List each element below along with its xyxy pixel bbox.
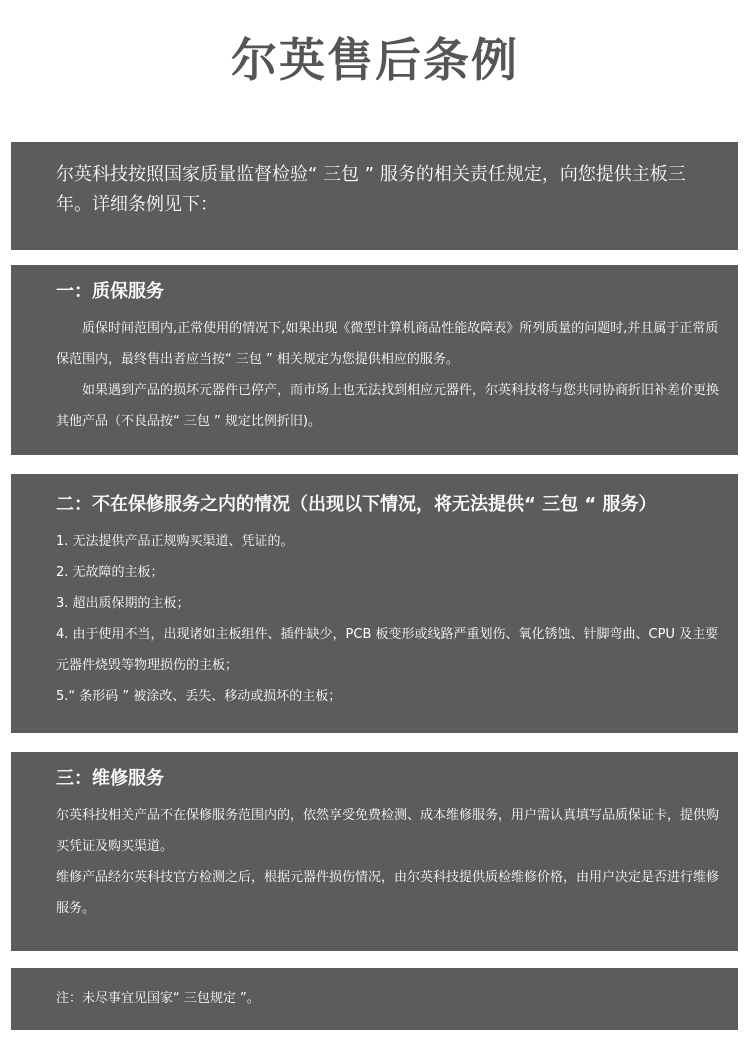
warranty-paragraph: 如果遇到产品的损坏元器件已停产，而市场上也无法找到相应元器件，尔英科技将与您共同协商折旧补差价更换其他产品（不良品按“ 三包 ” 规定比例折旧)。 — [56, 383, 720, 429]
repair-service-section — [11, 752, 738, 951]
repair-paragraph: 维修产品经尔英科技官方检测之后，根据元器件损伤情况，由尔英科技提供质检维修价格，由用户决定是否进行维修服务。 — [56, 870, 720, 916]
section-heading-repair: 三：维修服务 — [56, 768, 164, 789]
section-heading-exclusions: 二：不在保修服务之内的情况（出现以下情况，将无法提供“ 三包 “ 服务） — [56, 494, 657, 515]
intro-panel — [11, 142, 738, 250]
exclusions-section — [11, 474, 738, 733]
exclusion-item: 1. 无法提供产品正规购买渠道、凭证的。 — [56, 534, 294, 549]
exclusion-item: 2. 无故障的主板； — [56, 565, 164, 580]
exclusion-item: 5.“ 条形码 ” 被涂改、丢失、移动或损坏的主板； — [56, 689, 342, 704]
warranty-paragraph: 质保时间范围内,正常使用的情况下,如果出现《微型计算机商品性能故障表》所列质量的问题时,并且属于正常质保范围内，最终售出者应当按“ 三包 ” 相关规定为您提供相应的服务。 — [56, 321, 719, 367]
exclusion-item: 3. 超出质保期的主板； — [56, 596, 190, 611]
exclusion-item: 4. 由于使用不当，出现诸如主板组件、插件缺少，PCB 板变形或线路严重划伤、氧化锈蚀、针脚弯曲、CPU 及主要元器件烧毁等物理损伤的主板； — [56, 627, 719, 673]
intro-text: 尔英科技按照国家质量监督检验“ 三包 ” 服务的相关责任规定，向您提供主板三年。详细条例见下： — [56, 164, 686, 215]
note-text: 注：未尽事宜见国家“ 三包规定 ”。 — [56, 991, 260, 1006]
note-panel — [11, 968, 738, 1030]
section-heading-warranty: 一：质保服务 — [56, 281, 164, 302]
warranty-service-section — [11, 265, 738, 455]
page-title: 尔英售后条例 — [231, 33, 519, 87]
repair-paragraph: 尔英科技相关产品不在保修服务范围内的，依然享受免费检测、成本维修服务，用户需认真填写品质保证卡，提供购买凭证及购买渠道。 — [56, 808, 720, 854]
